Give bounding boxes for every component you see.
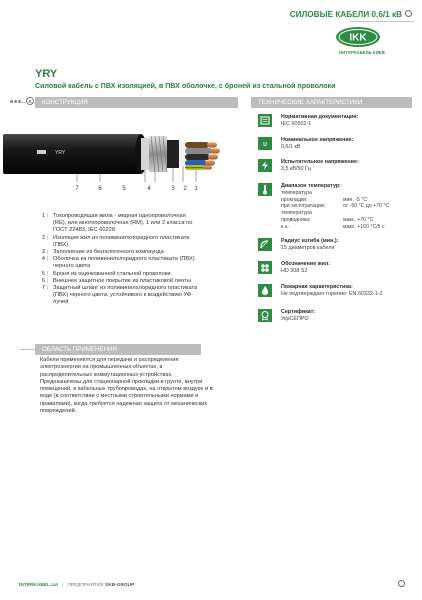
certificate-icon — [258, 309, 272, 322]
spec-value: Не подтверждает горение: EN 60332-1-2 — [281, 291, 383, 297]
spec-title: Номинальное напряжение: — [281, 137, 354, 143]
construction-list — [35, 213, 240, 307]
spec-title: Диапазон температур: — [281, 183, 341, 189]
temperature-row: при эксплуатации: от -50 °C до +70 °C — [281, 203, 390, 210]
cable-description: Силовой кабель с ПВХ изоляцией, в ПВХ оболочке, с броней из стальной проволоки — [35, 82, 336, 90]
list-item: 7 | Защитный шланг из поливинилхлоридного пластиката — [41, 285, 198, 292]
list-item: 3 | Заполнение из безгалогенного компаунда — [41, 249, 164, 256]
callout-label: 1 — [194, 186, 198, 192]
cable-cross-section-image — [3, 110, 238, 210]
callout-label: 2 — [183, 186, 187, 192]
connector-line — [20, 102, 35, 103]
list-item: лучей — [53, 299, 69, 306]
footer-site-link[interactable]: INTERKABEL.UA — [19, 583, 59, 588]
list-item: (ПВХ) черного цвета, устойчивого к воздействию УФ- — [53, 292, 193, 299]
list-item: черного цвета — [53, 263, 91, 270]
temperature-row: температура — [281, 210, 312, 217]
list-item: 5 | Броня из оцинкованной стальной проволоки — [41, 270, 171, 277]
spec-value: 0,6/1 кВ — [281, 144, 301, 150]
cable-print: YRY — [55, 150, 66, 156]
svg-text:U: U — [263, 142, 267, 148]
list-item: 4 | Оболочка из поливинилхлоридного пластиката (ПВХ) — [41, 256, 195, 263]
callout-label: 5 — [122, 186, 126, 192]
core-marking-icon — [258, 261, 272, 274]
temperature-table — [281, 190, 389, 230]
spec-temperature — [258, 183, 418, 235]
spec-title: Обозначение жил: — [281, 261, 331, 267]
spec-value: HD 308 S2 — [281, 268, 308, 274]
spec-certificate — [258, 309, 418, 339]
callout-label: 4 — [147, 186, 151, 192]
spec-title: Сертификат: — [281, 309, 316, 315]
footer: INTERKABEL.UA | ПРЕДПРИЯТИЕ SKB-GROUP — [19, 583, 135, 588]
logo-subtitle: ИНТЕРКАБЕЛЬ КИЕВ — [339, 50, 385, 55]
document-title: СИЛОВЫЕ КАБЕЛИ 0,6/1 кВ — [289, 10, 402, 19]
spec-value: 3,5 кВ/50 Гц — [281, 166, 311, 172]
company-logo — [335, 26, 381, 48]
spec-title: Нормативная документация: — [281, 114, 359, 120]
gear-icon — [26, 97, 34, 105]
spec-value: IEC 60502-1 — [281, 121, 312, 127]
voltage-icon — [258, 137, 272, 150]
list-item: 2 | Изоляция жил из поливинилхлоридного пластиката — [41, 234, 190, 241]
temperature-row: проводника: макс. +70 °C — [281, 216, 374, 223]
spec-value: 15 диаметров кабеля — [281, 245, 335, 251]
temperature-row: к.з.: макс. +160 °C/5 с — [281, 223, 385, 230]
section-specs-header: ТЕХНИЧЕСКИЕ ХАРАКТЕРИСТИКИ — [251, 97, 412, 108]
callout-label: 6 — [98, 186, 102, 192]
list-item: (RE), или многопроволочная (RM), 1 или 2 класса по — [53, 220, 193, 227]
list-item: (ПВХ) — [53, 241, 69, 248]
header-rule — [350, 21, 414, 22]
thermometer-icon — [258, 183, 272, 196]
cable-name: YRY — [35, 68, 58, 80]
gear-icon — [405, 10, 412, 17]
spec-title: Испытательное напряжение: — [281, 159, 359, 165]
footer-group: SKB-GROUP — [105, 583, 135, 588]
lightning-icon — [258, 159, 272, 172]
section-divider — [10, 97, 34, 105]
list-item: 6 | Внешнее защитное покрытие из пластиковой ленты — [41, 277, 191, 284]
spec-title: Радиус изгиба (мин.): — [281, 238, 339, 244]
application-text: Кабели применяются для передачи и распределения электроэнергии на промышленных объектах, в распределительных коммутационных устройствах. Предназначены для стационарной прокладки в грунте, внутри помещений, в кабельных трубопроводах, на открытом воздухе и в воде (в соответствии с местными строительными нормами и правилами), когда требуется надежная защита от механических повреждений. — [40, 357, 213, 415]
gear-icon — [398, 580, 405, 587]
list-item: ГОСТ 22483, IEC 60228 — [53, 227, 116, 234]
callout-label: 7 — [75, 186, 79, 192]
section-application-header: ОБЛАСТЬ ПРИМЕНЕНИЯ — [35, 344, 201, 355]
spec-value: УкрСЕПРО — [281, 316, 309, 322]
footer-prefix: ПРЕДПРИЯТИЕ — [67, 583, 104, 588]
flame-icon — [258, 284, 272, 297]
logo-text: IKK — [349, 32, 367, 44]
section-construction-header: КОНСТРУКЦИЯ — [35, 97, 238, 108]
list-item: 1 | Токопроводящая жила - медная однопроволочная — [41, 213, 186, 219]
document-icon — [258, 114, 272, 127]
callout-label: 3 — [171, 186, 175, 192]
bend-radius-icon — [258, 238, 272, 251]
spec-title: Пожарная характеристика: — [281, 284, 353, 290]
temperature-row: прокладки: мин. -5 °C — [281, 196, 368, 203]
temperature-row: температура — [281, 190, 312, 196]
connector-line — [20, 349, 35, 350]
